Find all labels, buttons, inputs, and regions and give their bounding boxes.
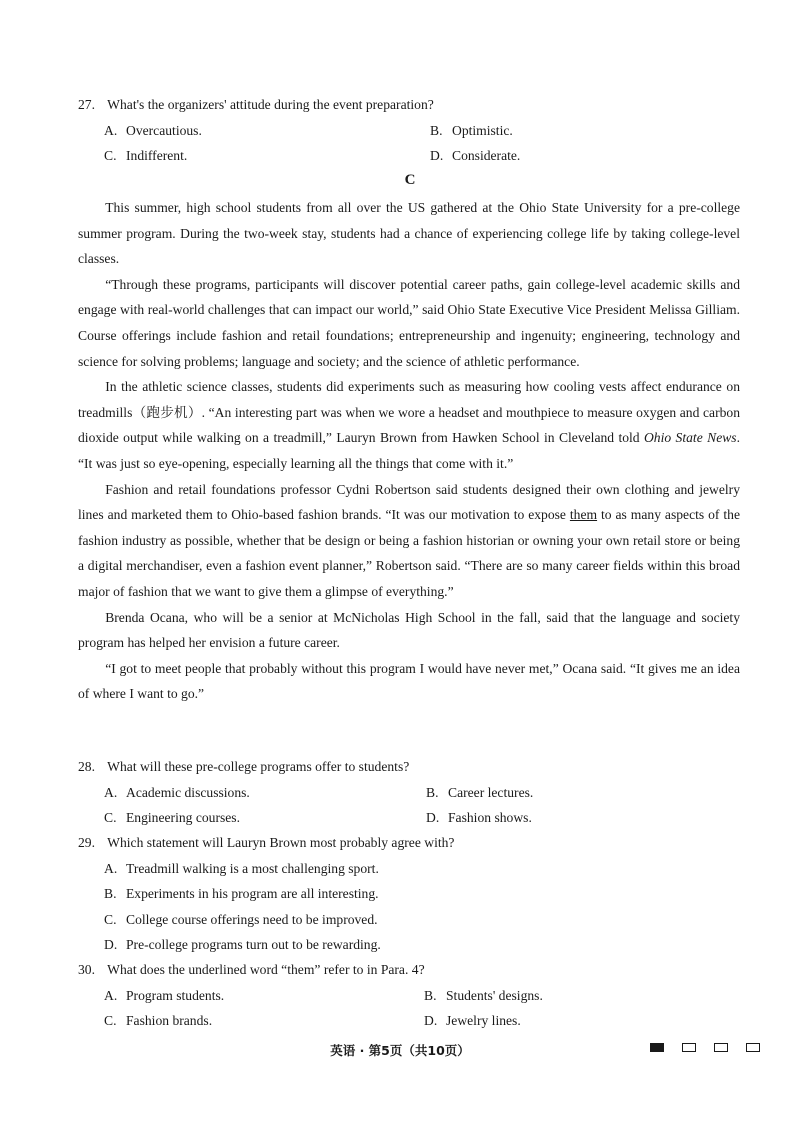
option-letter: C. bbox=[104, 148, 117, 163]
option-text: Engineering courses. bbox=[126, 810, 241, 825]
option-29-c bbox=[104, 907, 378, 933]
paragraph-6: “I got to meet people that probably without this program I would have never met,” Ocana said. “It gives me an idea of where I want to go.” bbox=[78, 660, 740, 702]
option-text: Program students. bbox=[126, 988, 225, 1003]
option-28-d bbox=[426, 805, 532, 831]
question-30 bbox=[78, 957, 740, 983]
empty-square-mark bbox=[714, 1043, 728, 1052]
option-29-b bbox=[104, 881, 379, 907]
question-28 bbox=[78, 754, 740, 780]
option-text: Considerate. bbox=[452, 148, 521, 163]
option-text: Academic discussions. bbox=[126, 785, 250, 800]
page-footer: 英语 · 第5页（共10页） bbox=[330, 1043, 470, 1058]
option-28-c bbox=[104, 805, 240, 831]
option-letter: C. bbox=[104, 1013, 117, 1028]
option-letter: D. bbox=[426, 810, 440, 825]
option-letter: A. bbox=[104, 785, 118, 800]
question-stem: What does the underlined word “them” refer to in Para. 4? bbox=[107, 962, 425, 977]
option-28-a bbox=[104, 780, 250, 806]
paragraph-4-text-end: to as many aspects of the fashion industry as possible, whether that be design or being a fashion historian or owning your own retail store or being a digital merchandiser, even a fashion event planner,” Robertson said. “There are so many career fields within this broad major of fashion that we want to give them a glimpse of everything.” bbox=[78, 507, 740, 599]
option-letter: B. bbox=[424, 988, 437, 1003]
option-text: Pre-college programs turn out to be rewarding. bbox=[126, 937, 381, 952]
publication-name: Ohio State News bbox=[643, 430, 737, 446]
option-text: Optimistic. bbox=[452, 123, 513, 138]
paragraph-4-text: Fashion and retail foundations professor Cydni Robertson said students designed their own clothing and jewelry lines and marketed them to Ohio-based fashion brands. “It was our motivation to expose bbox=[78, 481, 740, 523]
underlined-word: them bbox=[569, 507, 598, 523]
option-30-d bbox=[424, 1008, 521, 1034]
option-27-a bbox=[104, 118, 202, 144]
option-text: Fashion brands. bbox=[126, 1013, 213, 1028]
option-letter: B. bbox=[104, 886, 117, 901]
empty-square-mark bbox=[746, 1043, 760, 1052]
option-text: Experiments in his program are all interesting. bbox=[126, 886, 379, 901]
paragraph-3-text-end: . “It was just so eye-opening, especially learning all the things that come with it.” bbox=[78, 430, 740, 471]
option-text: Indifferent. bbox=[126, 148, 188, 163]
paragraph-5: Brenda Ocana, who will be a senior at McNicholas High School in the fall, said that the language and society program has helped her envision a future career. bbox=[78, 609, 740, 651]
option-letter: D. bbox=[430, 148, 444, 163]
option-29-a bbox=[104, 856, 379, 882]
question-number: 30. bbox=[78, 962, 95, 977]
question-number: 27. bbox=[78, 97, 95, 112]
option-letter: B. bbox=[426, 785, 439, 800]
paragraph-3-text: In the athletic science classes, students did experiments such as measuring how cooling vests affect endurance on treadmills（跑步机）. “An interesting part was when we wore a headset and mouthpiece to measure oxygen and carbon dioxide output while walking on a treadmill,” Lauryn Brown from Hawken School in Cleveland told bbox=[78, 379, 740, 446]
option-letter: A. bbox=[104, 988, 118, 1003]
paragraph-3 bbox=[78, 374, 740, 476]
option-27-b bbox=[430, 118, 513, 144]
passage bbox=[78, 195, 740, 707]
option-letter: C. bbox=[104, 912, 117, 927]
option-text: Overcautious. bbox=[126, 123, 202, 138]
option-letter: D. bbox=[424, 1013, 438, 1028]
option-29-d bbox=[104, 932, 381, 958]
option-text: Career lectures. bbox=[448, 785, 534, 800]
paragraph-1: This summer, high school students from all over the US gathered at the Ohio State University for a pre-college summer program. During the two-week stay, students had a chance of experiencing college life by taking college-level classes. bbox=[78, 200, 740, 267]
option-letter: C. bbox=[104, 810, 117, 825]
option-28-b bbox=[426, 780, 533, 806]
option-27-c bbox=[104, 143, 187, 169]
question-stem: What will these pre-college programs offer to students? bbox=[107, 759, 410, 774]
option-letter: B. bbox=[430, 123, 443, 138]
question-number: 28. bbox=[78, 759, 95, 774]
option-text: Fashion shows. bbox=[448, 810, 532, 825]
option-30-c bbox=[104, 1008, 212, 1034]
option-letter: D. bbox=[104, 937, 118, 952]
option-text: Treadmill walking is a most challenging sport. bbox=[126, 861, 379, 876]
option-30-b bbox=[424, 983, 543, 1009]
section-label: C bbox=[404, 172, 416, 188]
option-text: Students' designs. bbox=[446, 988, 543, 1003]
filled-square-mark bbox=[650, 1043, 664, 1052]
option-27-d bbox=[430, 143, 520, 169]
question-stem: What's the organizers' attitude during the event preparation? bbox=[107, 97, 434, 112]
option-30-a bbox=[104, 983, 224, 1009]
page-position-marks bbox=[650, 1043, 760, 1057]
question-27 bbox=[78, 92, 740, 118]
option-letter: A. bbox=[104, 123, 118, 138]
paragraph-2: “Through these programs, participants will discover potential career paths, gain college-level academic skills and engage with real-world challenges that can impact our world,” said Ohio State Executive Vice President Melissa Gilliam. Course offerings include fashion and retail foundations; entrepreneurship and ingenuity; engineering, technology and science for solving problems; language and society; and the science of athletic performance. bbox=[78, 276, 740, 369]
option-text: College course offerings need to be improved. bbox=[126, 912, 378, 927]
question-29 bbox=[78, 830, 740, 856]
question-stem: Which statement will Lauryn Brown most probably agree with? bbox=[107, 835, 455, 850]
empty-square-mark bbox=[682, 1043, 696, 1052]
option-text: Jewelry lines. bbox=[446, 1013, 521, 1028]
paragraph-4 bbox=[78, 477, 740, 605]
option-letter: A. bbox=[104, 861, 118, 876]
question-number: 29. bbox=[78, 835, 95, 850]
